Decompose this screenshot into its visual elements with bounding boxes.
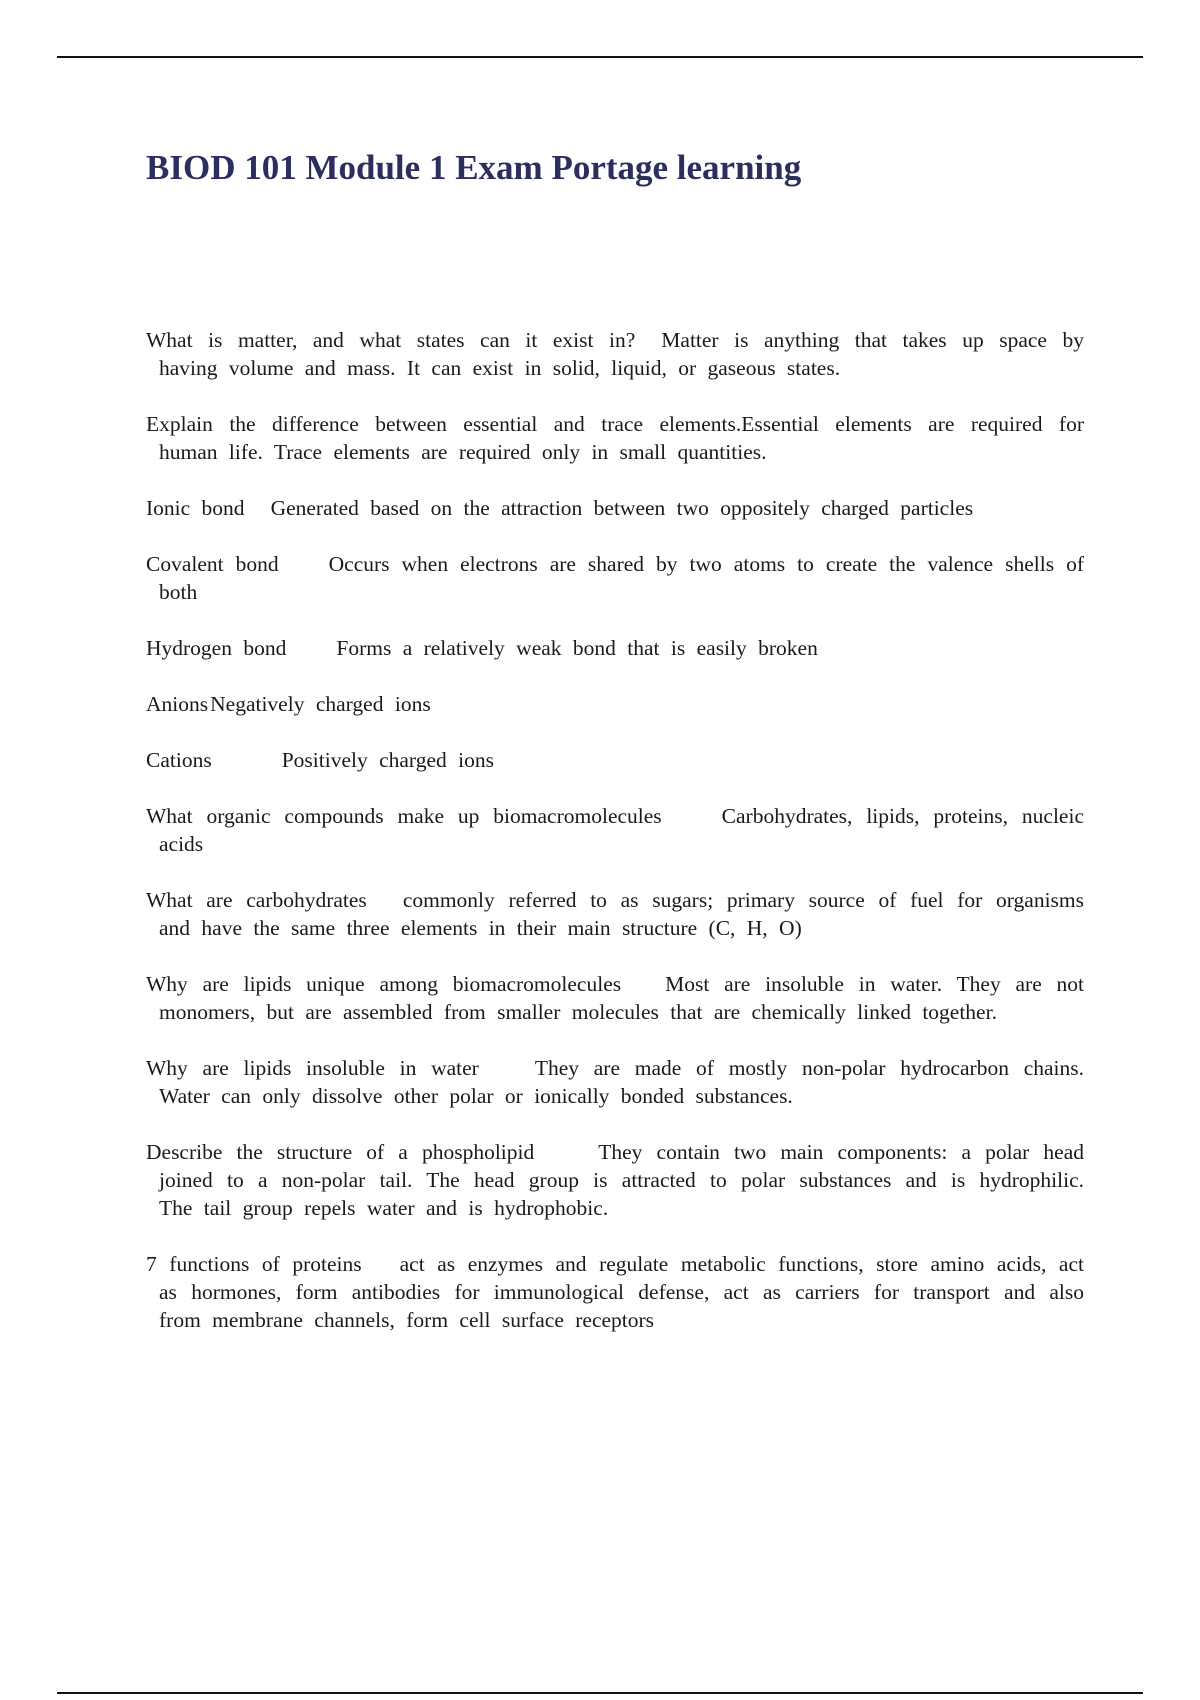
qa-term: What are carbohydrates <box>146 888 367 912</box>
document-title: BIOD 101 Module 1 Exam Portage learning <box>146 148 802 187</box>
qa-item <box>146 1054 1084 1110</box>
qa-item <box>146 746 1084 774</box>
qa-item <box>146 802 1084 858</box>
qa-definition: Essential elements are required for human life. Trace elements are required only in small quantities. <box>159 412 1084 464</box>
qa-definition: Matter is anything that takes up space by having volume and mass. It can exist in solid, liquid, or gaseous states. <box>159 328 1084 380</box>
qa-item <box>146 886 1084 942</box>
qa-term: Why are lipids unique among biomacromolecules <box>146 972 622 996</box>
qa-item <box>146 1250 1084 1334</box>
qa-term: Anions <box>146 692 209 716</box>
qa-definition: Generated based on the attraction between two oppositely charged particles <box>270 496 974 520</box>
qa-item <box>146 550 1084 606</box>
bottom-rule <box>57 1692 1143 1694</box>
qa-list <box>146 326 1084 1362</box>
qa-item <box>146 410 1084 466</box>
qa-term: Covalent bond <box>146 552 279 576</box>
qa-term: What organic compounds make up biomacromolecules <box>146 804 662 828</box>
qa-definition: They are made of mostly non-polar hydrocarbon chains. Water can only dissolve other polar or ionically bonded substances. <box>159 1056 1085 1108</box>
qa-item <box>146 1138 1084 1222</box>
qa-term: 7 functions of proteins <box>146 1252 362 1276</box>
qa-term: What is matter, and what states can it exist in? <box>146 328 636 352</box>
qa-term: Describe the structure of a phospholipid <box>146 1140 535 1164</box>
qa-definition: act as enzymes and regulate metabolic functions, store amino acids, act as hormones, form antibodies for immunological defense, act as carriers for transport and also from membrane channels, form cell surface receptors <box>159 1252 1084 1332</box>
qa-term: Hydrogen bond <box>146 636 287 660</box>
qa-definition: Occurs when electrons are shared by two atoms to create the valence shells of both <box>159 552 1084 604</box>
qa-definition: Most are insoluble in water. They are not monomers, but are assembled from smaller molecules that are chemically linked together. <box>159 972 1084 1024</box>
top-rule <box>57 56 1143 58</box>
qa-item <box>146 690 1084 718</box>
qa-definition: commonly referred to as sugars; primary source of fuel for organisms and have the same three elements in their main structure (C, H, O) <box>159 888 1085 940</box>
qa-definition: Positively charged ions <box>281 748 494 772</box>
qa-item <box>146 494 1084 522</box>
qa-definition: Negatively charged ions <box>210 692 431 716</box>
qa-definition: Carbohydrates, lipids, proteins, nucleic acids <box>159 804 1084 856</box>
qa-definition: Forms a relatively weak bond that is easily broken <box>336 636 818 660</box>
qa-term: Explain the difference between essential and trace elements. <box>146 412 742 436</box>
qa-definition: They contain two main components: a polar head joined to a non-polar tail. The head group is attracted to polar substances and is hydrophilic. The tail group repels water and is hydrophobic. <box>159 1140 1084 1220</box>
qa-item <box>146 326 1084 382</box>
qa-term: Ionic bond <box>146 496 245 520</box>
qa-item <box>146 634 1084 662</box>
qa-term: Cations <box>146 748 212 772</box>
qa-item <box>146 970 1084 1026</box>
qa-term: Why are lipids insoluble in water <box>146 1056 479 1080</box>
